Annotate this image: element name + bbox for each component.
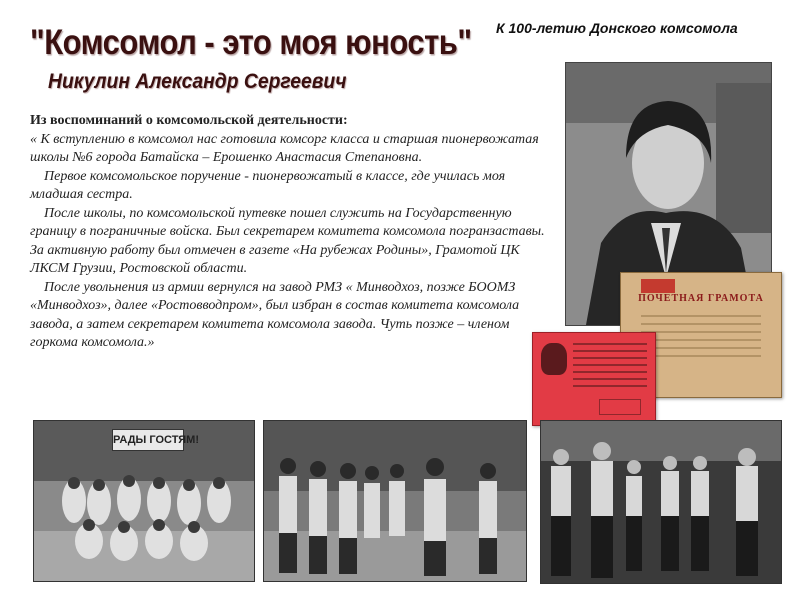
memoir-text xyxy=(30,112,545,353)
memoir-paragraph: После школы, по комсомольской путевке пошел служить на Государственную границу в пограничные войска. Был секретарем комитета комсомола погранзаставы. За активную работу был отмечен в газете «На рубежах Родины», Грамотой ЦК ЛКСМ Грузии, Ростовской области. xyxy=(30,205,545,276)
memoir-heading: Из воспоминаний о комсомольской деятельности: xyxy=(30,113,348,128)
komsomol-card xyxy=(532,332,656,426)
certificate-title: ПОЧЕТНАЯ ГРАМОТА xyxy=(638,293,764,304)
group-photo xyxy=(33,420,255,582)
certificate-text-lines xyxy=(641,315,761,363)
lenin-portrait-icon xyxy=(541,343,567,375)
stamp-icon xyxy=(599,399,641,415)
hiking-photo xyxy=(263,420,527,582)
memoir-paragraph: Первое комсомольское поручение - пионервожатый в классе, где училась моя младшая сестра. xyxy=(30,168,506,202)
flag-icon xyxy=(641,279,675,293)
person-name: Никулин Александр Сергеевич xyxy=(48,70,347,93)
memoir-paragraph: « К вступлению в комсомол нас готовила комсорг класса и старшая пионервожатая школы №6 города Батайска – Ерошенко Анастасия Степановна. xyxy=(30,131,539,165)
page-title: "Комсомол - это моя юность" xyxy=(30,22,472,63)
welcome-banner: РАДЫ ГОСТЯМ! xyxy=(112,429,184,451)
card-text-lines xyxy=(573,343,647,392)
anniversary-caption: К 100-летию Донского комсомола xyxy=(496,20,738,36)
memoir-paragraph: После увольнения из армии вернулся на завод РМЗ « Минводхоз, позже БООМЗ «Минводхоз», далее «Ростовводпром», был избран в состав комитета комсомола завода, а затем секретарем комитета комсомола завода. Чуть позже – членом горкома комсомола.» xyxy=(30,279,520,350)
stage-photo xyxy=(540,420,782,584)
